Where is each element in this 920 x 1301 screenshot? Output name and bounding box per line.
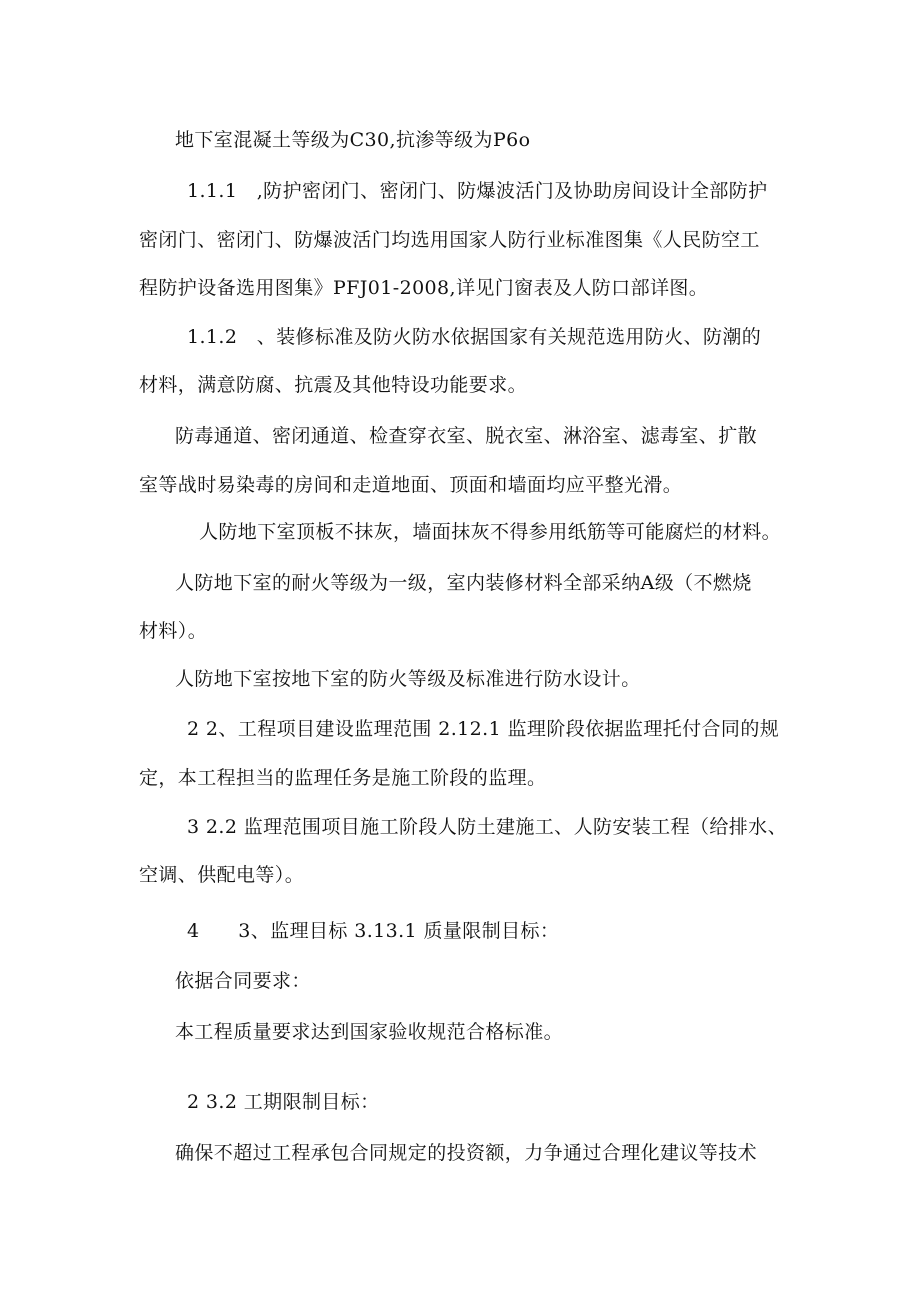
paragraph-line: 程防护设备选用图集》PFJ01-2008,详见门窗表及人防口部详图。 xyxy=(139,277,709,299)
paragraph-line: 人防地下室按地下室的防火等级及标准进行防水设计。 xyxy=(175,668,641,690)
paragraph-line: 定，本工程担当的监理任务是施工阶段的监理。 xyxy=(139,767,547,789)
paragraph-line: 确保不超过工程承包合同规定的投资额，力争通过合理化建议等技术 xyxy=(175,1142,758,1164)
paragraph-line: 3 2.2 监理范围项目施工阶段人防土建施工、人防安装工程（给排水、 xyxy=(187,816,787,838)
paragraph-line: 依据合同要求： xyxy=(175,970,311,992)
paragraph-line: 本工程质量要求达到国家验收规范合格标准。 xyxy=(175,1021,564,1043)
paragraph-line: 4 3、监理目标 3.13.1 质量限制目标： xyxy=(187,920,560,942)
paragraph-line: 室等战时易染毒的房间和走道地面、顶面和墙面均应平整光滑。 xyxy=(139,474,683,496)
paragraph-line: 材料）。 xyxy=(139,620,208,642)
paragraph-line: 密闭门、密闭门、防爆波活门均选用国家人防行业标准图集《人民防空工 xyxy=(139,229,760,251)
paragraph-line: 人防地下室的耐火等级为一级，室内装修材料全部采纳A级（不燃烧 xyxy=(175,572,752,594)
paragraph-line: 地下室混凝土等级为C30,抗渗等级为P6o xyxy=(175,129,531,151)
paragraph-line: 1.1.2 、装修标准及防火防水依据国家有关规范选用防火、防潮的 xyxy=(187,326,762,348)
paragraph-line: 1.1.1 ,防护密闭门、密闭门、防爆波活门及协助房间设计全部防护 xyxy=(187,180,768,202)
paragraph-line: 空调、供配电等）。 xyxy=(139,864,305,886)
paragraph-line: 人防地下室顶板不抹灰，墙面抹灰不得参用纸筋等可能腐烂的材料。 xyxy=(199,521,782,543)
paragraph-line: 材料，满意防腐、抗震及其他特设功能要求。 xyxy=(139,374,528,396)
paragraph-line: 防毒通道、密闭通道、检查穿衣室、脱衣室、淋浴室、滤毒室、扩散 xyxy=(175,425,758,447)
paragraph-line: 2 2、工程项目建设监理范围 2.12.1 监理阶段依据监理托付合同的规 xyxy=(187,718,780,740)
paragraph-line: 2 3.2 工期限制目标： xyxy=(187,1091,380,1113)
